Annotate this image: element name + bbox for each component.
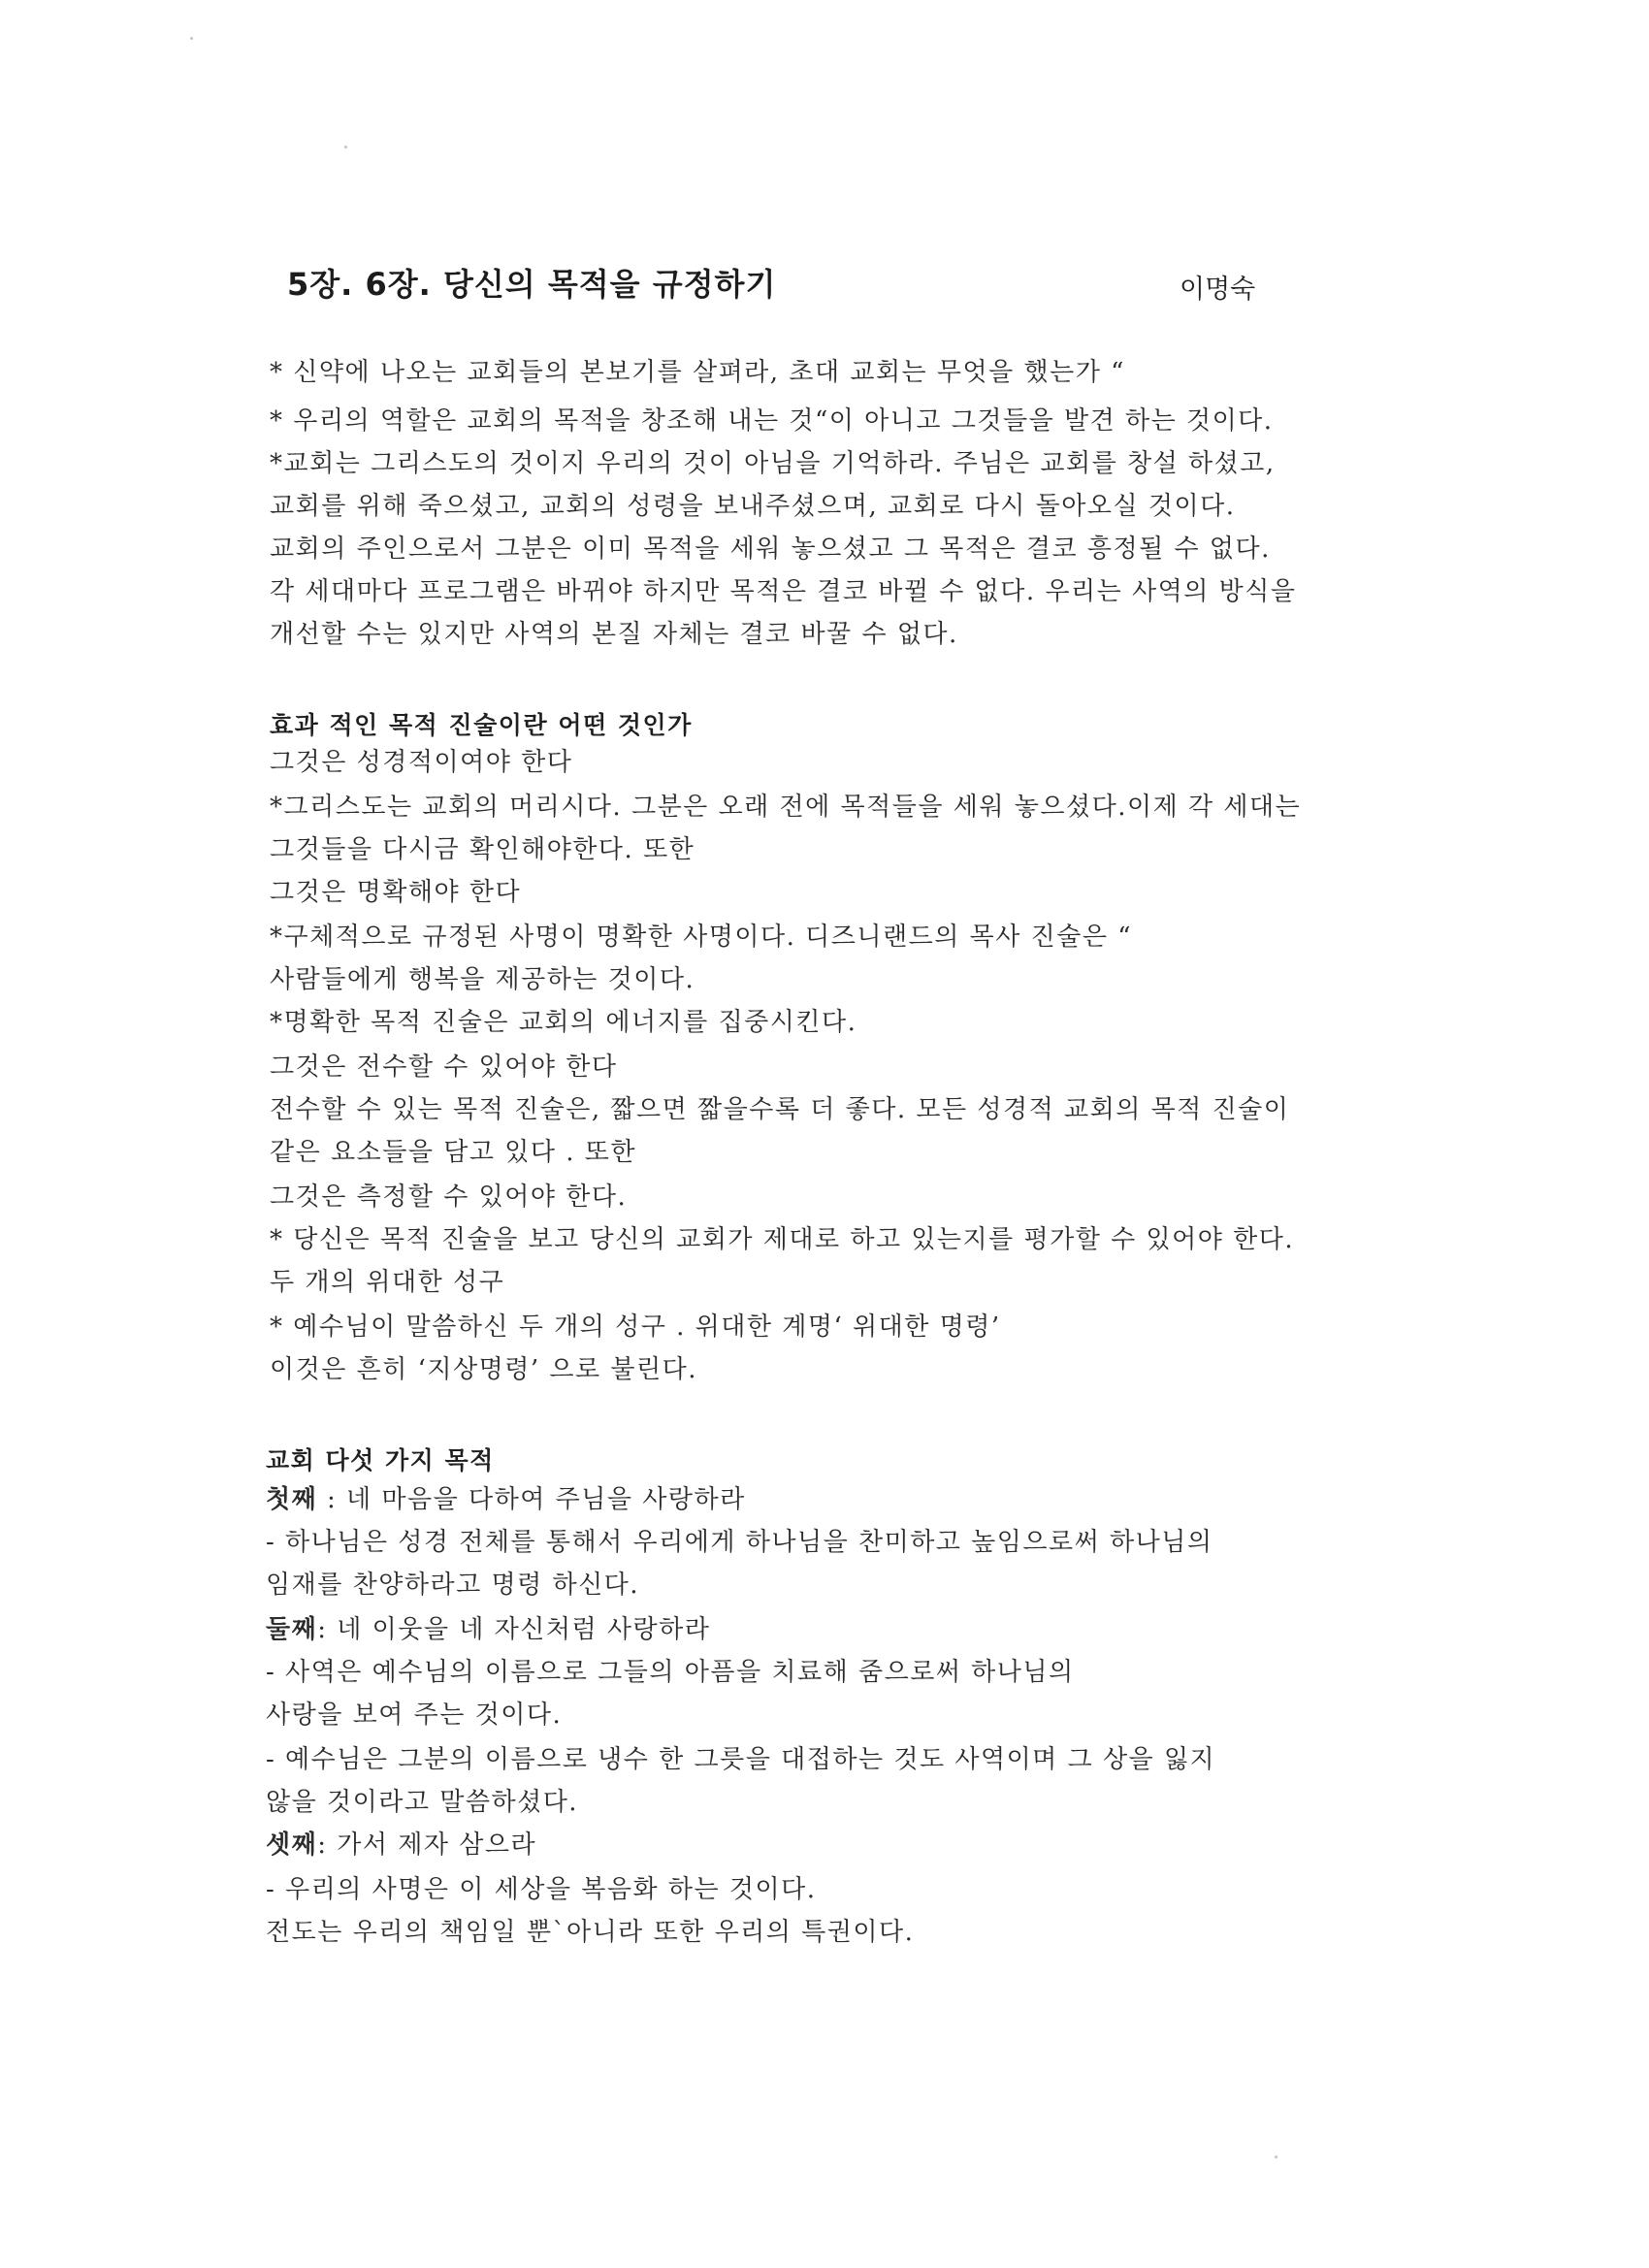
scan-speck bbox=[1275, 2155, 1277, 2158]
purpose-label: 첫째 bbox=[266, 1485, 318, 1514]
intro-line: 각 세대마다 프로그램은 바뀌야 하지만 목적은 결코 바뀔 수 없다. 우리는 사역의 방식을 bbox=[270, 577, 1297, 606]
intro-line: * 우리의 역할은 교회의 목적을 창조해 내는 것“이 아니고 그것들을 발견 하는 것이다. bbox=[270, 406, 1274, 436]
section-line: * 예수님이 말씀하신 두 개의 성구 . 위대한 계명‘ 위대한 명령’ bbox=[270, 1312, 1001, 1342]
purpose-second bbox=[266, 1614, 710, 1645]
intro-line: 개선할 수는 있지만 사역의 본질 자체는 결코 바꿀 수 없다. bbox=[270, 620, 958, 649]
section-line: *구체적으로 규정된 사명이 명확한 사명이다. 디즈니랜드의 목사 진술은 “ bbox=[270, 923, 1133, 952]
scan-speck bbox=[344, 146, 347, 148]
purpose-text: : 네 이웃을 네 자신처럼 사랑하라 bbox=[317, 1615, 711, 1644]
purpose-desc: - 예수님은 그분의 이름으로 냉수 한 그릇을 대접하는 것도 사역이며 그 상을 잃지 bbox=[266, 1745, 1216, 1774]
purpose-label: 셋째 bbox=[266, 1831, 318, 1860]
section-line: 전수할 수 있는 목적 진술은, 짧으면 짧을수록 더 좋다. 모든 성경적 교회의 목적 진술이 bbox=[270, 1095, 1290, 1124]
scan-speck bbox=[190, 37, 193, 40]
section-line: *그리스도는 교회의 머리시다. 그분은 오래 전에 목적들을 세워 놓으셨다.이제 각 세대는 bbox=[270, 793, 1302, 822]
intro-line: *교회는 그리스도의 것이지 우리의 것이 아님을 기억하라. 주님은 교회를 창설 하셨고, bbox=[270, 449, 1276, 478]
section-line: 두 개의 위대한 성구 bbox=[270, 1268, 505, 1297]
section-line: *명확한 목적 진술은 교회의 에너지를 집중시킨다. bbox=[270, 1008, 857, 1037]
section-line: * 당신은 목적 진술을 보고 당신의 교회가 제대로 하고 있는지를 평가할 수 있어야 한다. bbox=[270, 1225, 1295, 1254]
section-line: 그것은 명확해야 한다 bbox=[270, 878, 522, 907]
section-line: 그것들을 다시금 확인해야한다. 또한 bbox=[270, 835, 695, 864]
section-heading: 교회 다섯 가지 목적 bbox=[266, 1446, 495, 1474]
section-line: 그것은 측정할 수 있어야 한다. bbox=[270, 1183, 628, 1212]
purpose-text: : 가서 제자 삼으라 bbox=[317, 1831, 537, 1860]
purpose-desc: - 사역은 예수님의 이름으로 그들의 아픔을 치료해 줌으로써 하나님의 bbox=[266, 1658, 1075, 1687]
purpose-desc: - 하나님은 성경 전체를 통해서 우리에게 하나님을 찬미하고 높임으로써 하나님의 bbox=[266, 1528, 1213, 1557]
section-heading: 효과 적인 목적 진술이란 어떤 것인가 bbox=[270, 711, 693, 739]
purpose-desc: 사랑을 보여 주는 것이다. bbox=[266, 1701, 563, 1730]
purpose-label: 둘째 bbox=[266, 1615, 318, 1644]
section-line: 사람들에게 행복을 제공하는 것이다. bbox=[270, 965, 695, 994]
purpose-desc: 전도는 우리의 책임일 뿐`아니라 또한 우리의 특권이다. bbox=[266, 1918, 915, 1947]
section-line: 이것은 흔히 ‘지상명령’ 으로 불린다. bbox=[270, 1355, 697, 1384]
section-line: 그것은 성경적이여야 한다 bbox=[270, 748, 573, 777]
purpose-desc: - 우리의 사명은 이 세상을 복음화 하는 것이다. bbox=[266, 1875, 817, 1904]
document-title: 5장. 6장. 당신의 목적을 규정하기 bbox=[287, 266, 777, 303]
intro-line: 교회의 주인으로서 그분은 이미 목적을 세워 놓으셨고 그 목적은 결코 흥정될 수 없다. bbox=[270, 535, 1271, 564]
purpose-desc: 않을 것이라고 말씀하셨다. bbox=[266, 1788, 579, 1817]
purpose-first bbox=[266, 1484, 746, 1515]
intro-line: 교회를 위해 죽으셨고, 교회의 성령을 보내주셨으며, 교회로 다시 돌아오실 것이다. bbox=[270, 492, 1236, 521]
purpose-text: : 네 마음을 다하여 주님을 사랑하라 bbox=[317, 1485, 746, 1514]
intro-line: * 신약에 나오는 교회들의 본보기를 살펴라, 초대 교회는 무엇을 했는가 “ bbox=[270, 358, 1125, 387]
author-name: 이명숙 bbox=[1180, 275, 1256, 305]
section-line: 그것은 전수할 수 있어야 한다 bbox=[270, 1053, 618, 1082]
purpose-desc: 임재를 찬양하라고 명령 하신다. bbox=[266, 1571, 640, 1600]
section-line: 같은 요소들을 담고 있다 . 또한 bbox=[270, 1138, 636, 1167]
purpose-third bbox=[266, 1830, 536, 1861]
